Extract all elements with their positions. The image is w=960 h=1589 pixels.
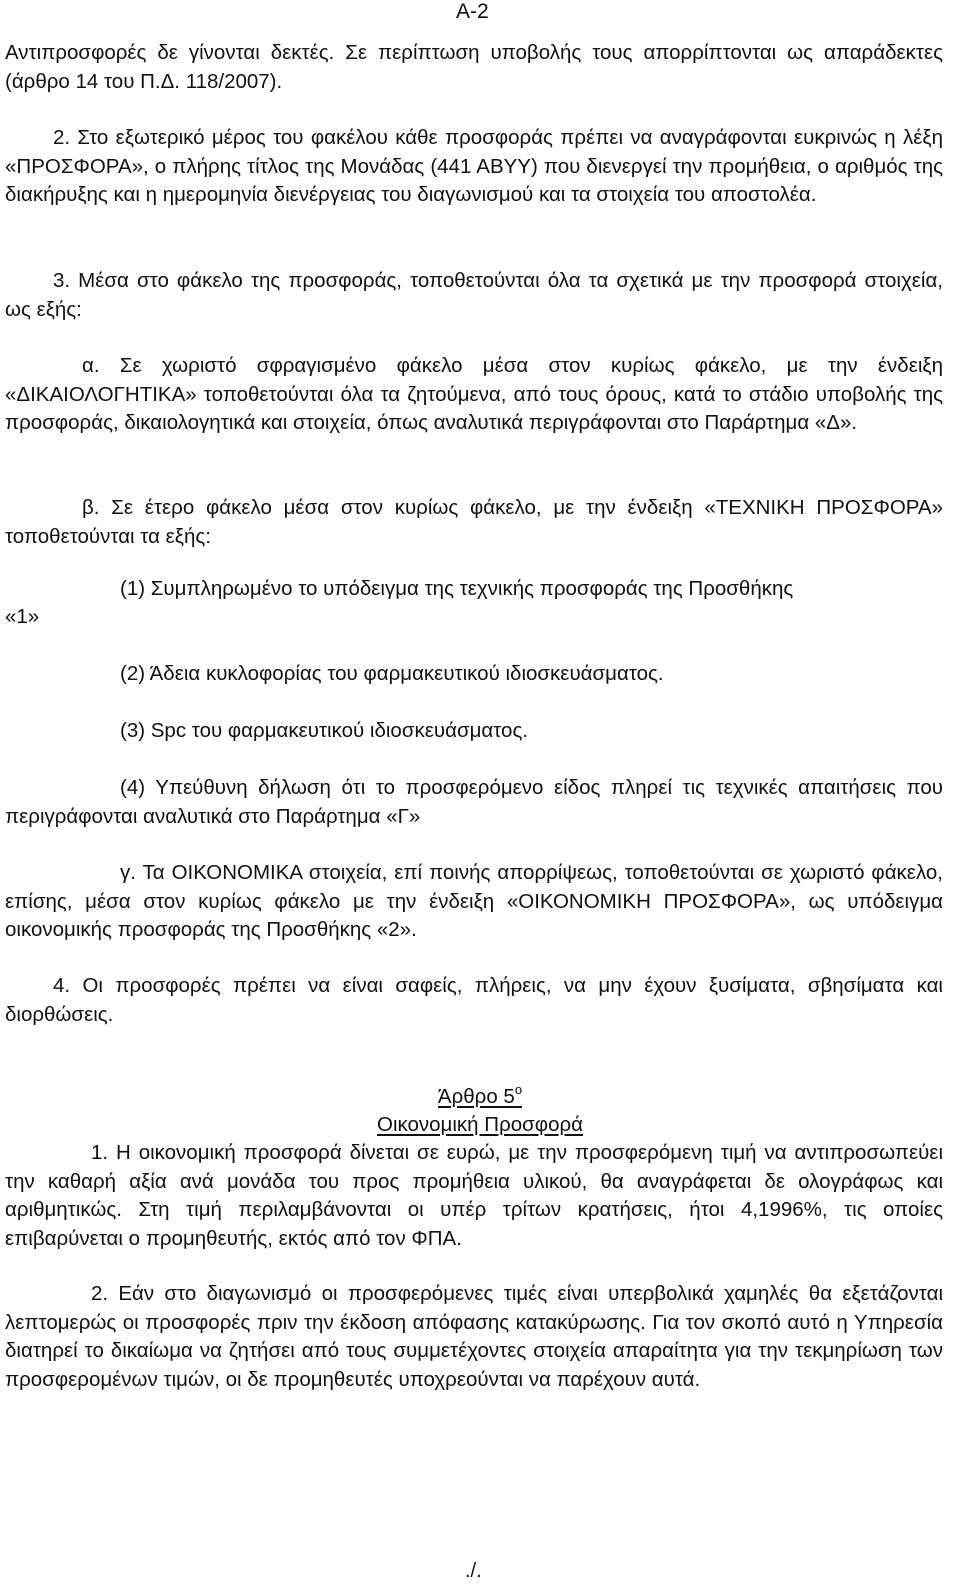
paragraph-c-financial: γ. Τα ΟΙΚΟΝΟΜΙΚΑ στοιχεία, επί ποινής απορρίψεως, τοποθετούνται σε χωριστό φάκελο, επίσης, μέσα στον κυρίως φάκελο με την ένδειξη «ΟΙΚΟΝΟΜΙΚΗ ΠΡΟΣΦΟΡΑ», ως υπόδειγμα οικονομικής προσφοράς της Προσθήκης «2». bbox=[5, 861, 943, 941]
paragraph-4-clarity: 4. Οι προσφορές πρέπει να είναι σαφείς, πλήρεις, να μην έχουν ξυσίματα, σβησίματα και διορθώσεις. bbox=[5, 974, 943, 1026]
article-paragraph-2: 2. Εάν στο διαγωνισμό οι προσφερόμενες τιμές είναι υπερβολικά χαμηλές θα εξετάζονται λεπτομερώς οι προσφορές πριν την έκδοση απόφασης κατακύρωσης. Για τον σκοπό αυτό η Υπηρεσία διατηρεί το δικαίωμα να ζητήσει από τους συμμετέχοντες στοιχεία απαραίτητα για την τεκμηρίωση των προσφερομένων τιμών, οι δε προμηθευτές υποχρεούνται να παρέχουν αυτά. bbox=[5, 1282, 943, 1391]
paragraph-3-envelope-contents: 3. Μέσα στο φάκελο της προσφοράς, τοποθετούνται όλα τα σχετικά με την προσφορά στοιχεία, ως εξής: bbox=[5, 269, 943, 321]
article-title bbox=[0, 1083, 960, 1111]
article-title-text: Άρθρο 5 bbox=[437, 1085, 515, 1108]
paragraph-2-envelope-exterior: 2. Στο εξωτερικό μέρος του φακέλου κάθε προσφοράς πρέπει να αναγράφονται ευκρινώς η λέξη «ΠΡΟΣΦΟΡΑ», ο πλήρης τίτλος της Μονάδας (441 ΑΒΥΥ) που διενεργεί την προμήθεια, ο αριθμός της διακήρυξης και η ημερομηνία διενέργειας του διαγωνισμού και τα στοιχεία του αποστολέα. bbox=[5, 126, 943, 206]
item-1-technical-template: (1) Συμπληρωμένο το υπόδειγμα της τεχνικής προσφοράς της Προσθήκης bbox=[120, 577, 794, 600]
article-paragraph-1: 1. Η οικονομική προσφορά δίνεται σε ευρώ, με την προσφερόμενη τιμή να αντιπροσωπεύει την καθαρή αξία ανά μονάδα του προς προμήθεια υλικού, θα αναγράφεται δε ολογράφως και αριθμητικώς. Στη τιμή περιλαμβάνονται οι υπέρ τρίτων κρατήσεις, ήτοι 4,1996%, τις οποίες επιβαρύνεται ο προμηθευτής, εκτός από τον ΦΠΑ. bbox=[5, 1141, 943, 1250]
article-subtitle-text: Οικονομική Προσφορά bbox=[377, 1113, 583, 1136]
continuation-mark: ./. bbox=[465, 1560, 482, 1582]
paragraph-counter-offers: Αντιπροσφορές δε γίνονται δεκτές. Σε περίπτωση υποβολής τους απορρίπτονται ως απαράδεκτες (άρθρο 14 του Π.Δ. 118/2007). bbox=[5, 41, 943, 93]
article-title-superscript: ο bbox=[514, 1082, 523, 1097]
item-3-spc: (3) Spc του φαρμακευτικού ιδιοσκευάσματος. bbox=[120, 719, 529, 742]
article-subtitle bbox=[0, 1111, 960, 1139]
paragraph-b-technical-offer: β. Σε έτερο φάκελο μέσα στον κυρίως φάκελο, με την ένδειξη «ΤΕΧΝΙΚΗ ΠΡΟΣΦΟΡΑ» τοποθετούνται τα εξής: bbox=[5, 496, 943, 548]
page-number-header: Α-2 bbox=[456, 0, 489, 23]
appendix-label-1: «1» bbox=[5, 605, 40, 628]
item-4-declaration: (4) Υπεύθυνη δήλωση ότι το προσφερόμενο είδος πληρεί τις τεχνικές απαιτήσεις που περιγράφονται αναλυτικά στο Παράρτημα «Γ» bbox=[5, 776, 943, 828]
item-2-circulation-license: (2) Άδεια κυκλοφορίας του φαρμακευτικού ιδιοσκευάσματος. bbox=[120, 662, 664, 685]
paragraph-a-documents: α. Σε χωριστό σφραγισμένο φάκελο μέσα στον κυρίως φάκελο, με την ένδειξη «ΔΙΚΑΙΟΛΟΓΗΤΙΚΑ» τοποθετούνται όλα τα ζητούμενα, από τους όρους, κατά το στάδιο υποβολής της προσφοράς, δικαιολογητικά και στοιχεία, όπως αναλυτικά περιγράφονται στο Παράρτημα «Δ». bbox=[5, 354, 943, 434]
